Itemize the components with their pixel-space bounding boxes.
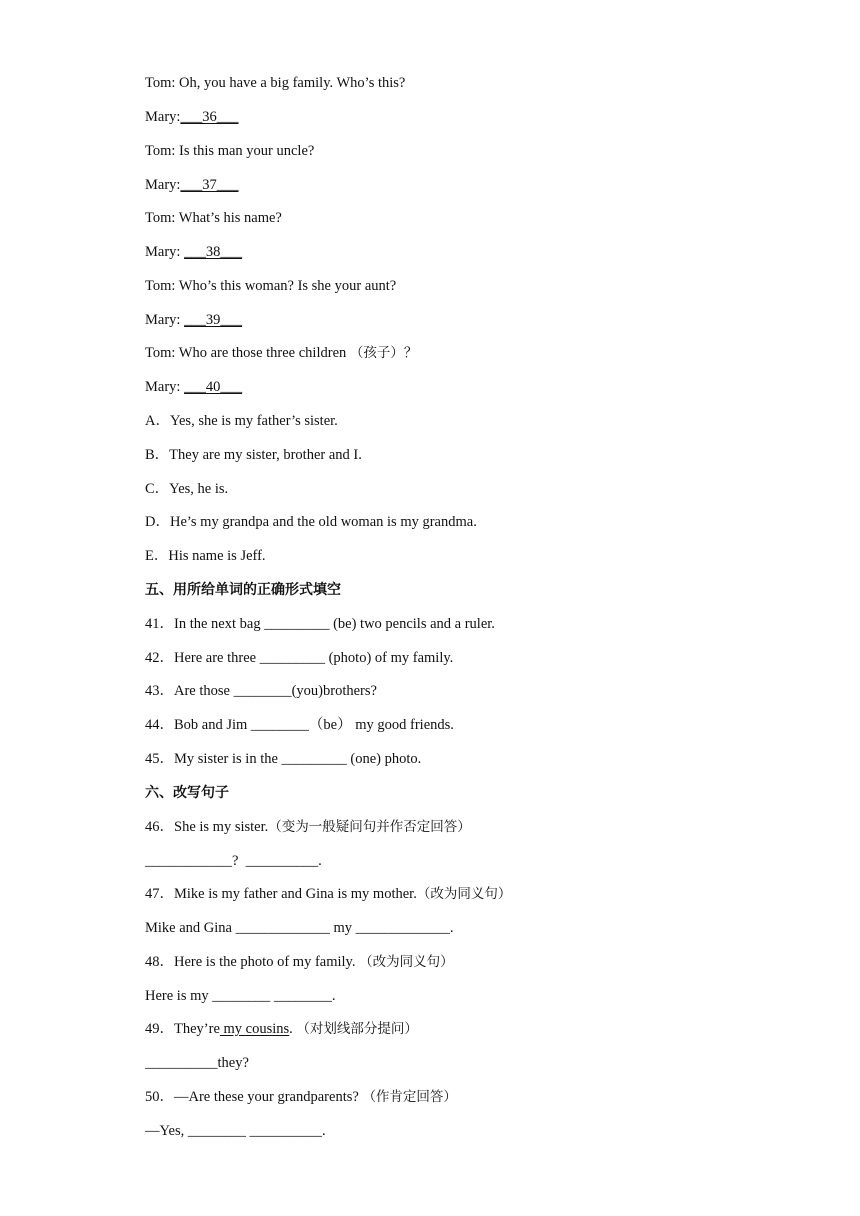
dialogue-line-9 (145, 344, 417, 362)
dialogue-text: Who are those three children (175, 345, 350, 361)
question-48 (145, 953, 454, 971)
answer-blank-39[interactable]: ___39___ (184, 312, 243, 328)
question-stem-end: . (289, 1021, 297, 1037)
section-6-title: 六、改写句子 (145, 785, 229, 801)
question-stem: 49．They’re (145, 1021, 220, 1037)
speaker-mary: Mary: (145, 244, 185, 260)
answer-line-46[interactable]: ____________? __________. (145, 853, 322, 869)
option-e: E．His name is Jeff. (145, 548, 266, 564)
answer-line-49[interactable]: __________they? (145, 1055, 249, 1071)
option-b: B．They are my sister, brother and I. (145, 447, 362, 463)
speaker-tom: Tom: (145, 210, 176, 226)
question-42: 42．Here are three _________ (photo) of my family. (145, 650, 454, 666)
question-50 (145, 1088, 457, 1106)
question-41: 41．In the next bag _________ (be) two pencils and a ruler. (145, 616, 495, 632)
dialogue-line-5 (145, 209, 282, 227)
dialogue-text: Oh, you have a big family. Who’s this? (175, 75, 406, 91)
speaker-mary: Mary: (145, 379, 185, 395)
speaker-mary: Mary: (145, 177, 181, 193)
answer-line-50[interactable]: —Yes, ________ __________. (145, 1123, 326, 1139)
dialogue-text: Who’s this woman? Is she your aunt? (175, 278, 397, 294)
speaker-mary: Mary: (145, 312, 185, 328)
speaker-tom: Tom: (145, 345, 176, 361)
option-a: A．Yes, she is my father’s sister. (145, 413, 338, 429)
instruction-note: （作肯定回答） (362, 1089, 457, 1105)
instruction-note: （变为一般疑问句并作否定回答） (268, 819, 471, 835)
dialogue-line-8 (145, 311, 242, 329)
speaker-tom: Tom: (145, 143, 176, 159)
underlined-phrase: my cousins (219, 1021, 290, 1037)
dialogue-line-2 (145, 108, 238, 126)
question-stem: 46．She is my sister. (145, 819, 269, 835)
chinese-gloss: （孩子）？ (349, 345, 418, 361)
option-d: D．He’s my grandpa and the old woman is my grandma. (145, 514, 477, 530)
answer-blank-38[interactable]: ___38___ (184, 244, 243, 260)
speaker-tom: Tom: (145, 278, 176, 294)
speaker-tom: Tom: (145, 75, 176, 91)
instruction-note: （改为同义句） (416, 886, 512, 902)
answer-blank-40[interactable]: ___40___ (184, 379, 243, 395)
dialogue-text: What’s his name? (175, 210, 282, 226)
answer-line-48[interactable]: Here is my ________ ________. (145, 988, 336, 1004)
dialogue-line-4 (145, 176, 238, 194)
question-stem: 48．Here is the photo of my family. (145, 954, 360, 970)
question-44: 44．Bob and Jim ________（be） my good friends. (145, 717, 454, 733)
question-stem: 47．Mike is my father and Gina is my mother. (145, 886, 417, 902)
dialogue-line-3 (145, 142, 314, 160)
question-47 (145, 885, 511, 903)
answer-line-47[interactable]: Mike and Gina _____________ my _____________. (145, 920, 454, 936)
question-43: 43．Are those ________(you)brothers? (145, 683, 377, 699)
dialogue-line-6 (145, 243, 242, 261)
dialogue-text: Is this man your uncle? (175, 143, 315, 159)
instruction-note: （改为同义句） (359, 954, 454, 970)
question-46 (145, 818, 471, 836)
dialogue-line-10 (145, 378, 242, 396)
answer-blank-36[interactable]: ___36___ (180, 109, 239, 125)
question-45: 45．My sister is in the _________ (one) photo. (145, 751, 422, 767)
dialogue-line-1 (145, 74, 405, 92)
answer-blank-37[interactable]: ___37___ (180, 177, 239, 193)
option-c: C．Yes, he is. (145, 481, 229, 497)
speaker-mary: Mary: (145, 109, 181, 125)
question-stem: 50．—Are these your grandparents? (145, 1089, 363, 1105)
dialogue-line-7 (145, 277, 396, 295)
section-5-title: 五、用所给单词的正确形式填空 (145, 582, 341, 598)
instruction-note: （对划线部分提问） (296, 1021, 418, 1037)
question-49 (145, 1020, 418, 1038)
